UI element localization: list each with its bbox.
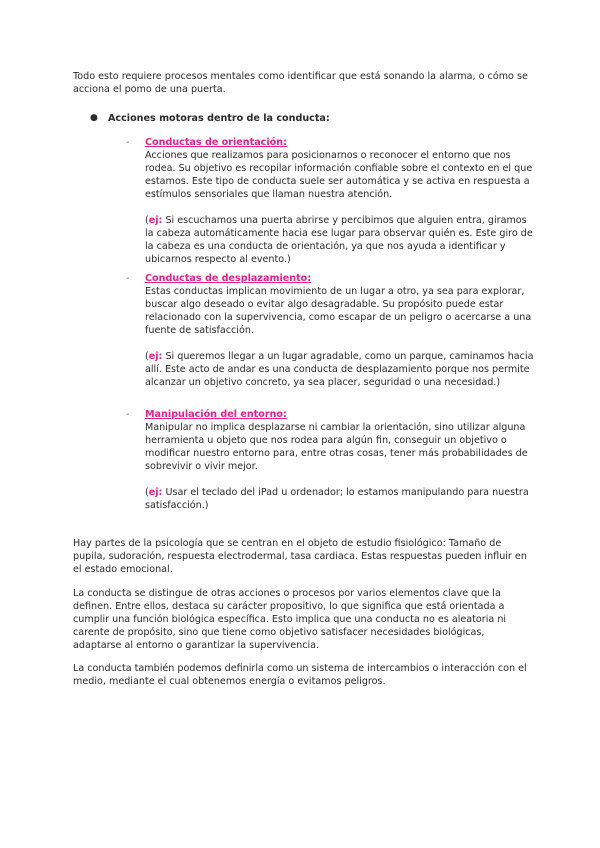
paragraph-conduct-exchange: La conducta también podemos definirla como un sistema de intercambios o interacción con el medio, mediante el cual obtenemos energía o evitamos peligros.: [73, 663, 527, 687]
section-displacement: [126, 272, 536, 389]
section-orientation: [126, 136, 536, 266]
example-text: Usar el teclado del iPad u ordenador; lo estamos manipulando para nuestra satisfacción.): [145, 487, 529, 511]
example-open: (: [145, 215, 149, 226]
example-label: ej:: [148, 487, 163, 498]
section-text: Estas conductas implican movimiento de un lugar a otro, ya sea para explorar, buscar algo deseado o evitar algo desagradable. Su propósito puede estar relacionado con la supervivencia, como escapar de un peligro o acercarse a una fuente de satisfacción.: [145, 286, 532, 336]
example-text: Si queremos llegar a un lugar agradable, como un parque, caminamos hacia allí. Este acto de andar es una conducta de desplazamiento porque nos permite alcanzar un objetivo concreto, ya sea placer, seguridad o una necesidad.): [145, 351, 534, 388]
section-text: Manipular no implica desplazarse ni cambiar la orientación, sino utilizar alguna herramienta u objeto que nos rodea para algún fin, conseguir un objetivo o modificar nuestro entorno para, entre otras cosas, tener más probabilidades de sobrevivir o vivir mejor.: [145, 422, 528, 472]
dash-marker: -: [126, 409, 130, 420]
section-example: [145, 486, 536, 512]
section-manipulation: [126, 408, 536, 512]
dash-marker: -: [126, 273, 130, 284]
example-label: ej:: [148, 215, 163, 226]
section-example: [145, 214, 536, 266]
section-title: Manipulación del entorno:: [145, 409, 287, 420]
intro-paragraph: Todo esto requiere procesos mentales como identificar que está sonando la alarma, o cómo se acciona el pomo de una puerta.: [73, 71, 528, 95]
dash-marker: -: [126, 137, 130, 148]
paragraph-conduct-definition: La conducta se distingue de otras acciones o procesos por varios elementos clave que la definen. Entre ellos, destaca su carácter propositivo, lo que significa que está orientada a cumplir una función biológica específica. Esto implica que una conducta no es aleatoria ni carente de propósito, sino que tiene como objetivo satisfacer necesidades biológicas, adaptarse al entorno o garantizar la supervivencia.: [73, 588, 507, 651]
example-text: Si escuchamos una puerta abrirse y percibimos que alguien entra, giramos la cabeza automáticamente hacia ese lugar para observar quién es. Este giro de la cabeza es una conducta de orientación, ya que nos ayuda a identificar y ubicarnos respecto al evento.): [145, 215, 533, 265]
bullet-icon: ●: [90, 113, 98, 123]
example-label: ej:: [148, 351, 163, 362]
bullet-heading: Acciones motoras dentro de la conducta:: [108, 113, 330, 124]
section-title: Conductas de desplazamiento:: [145, 273, 312, 284]
section-text: Acciones que realizamos para posicionarnos o reconocer el entorno que nos rodea. Su objetivo es recopilar información confiable sobre el contexto en el que estamos. Este tipo de conducta suele ser automática y se activa en respuesta a estímulos sensoriales que llaman nuestra atención.: [145, 150, 533, 200]
paragraph-physiology: Hay partes de la psicología que se centran en el objeto de estudio fisiológico: Tamaño de pupila, sudoración, respuesta electrodermal, tasa cardiaca. Estas respuestas pueden influir en el estado emocional.: [73, 538, 527, 575]
example-open: (: [145, 351, 149, 362]
section-title: Conductas de orientación:: [145, 137, 287, 148]
section-example: [145, 350, 536, 389]
example-open: (: [145, 487, 149, 498]
